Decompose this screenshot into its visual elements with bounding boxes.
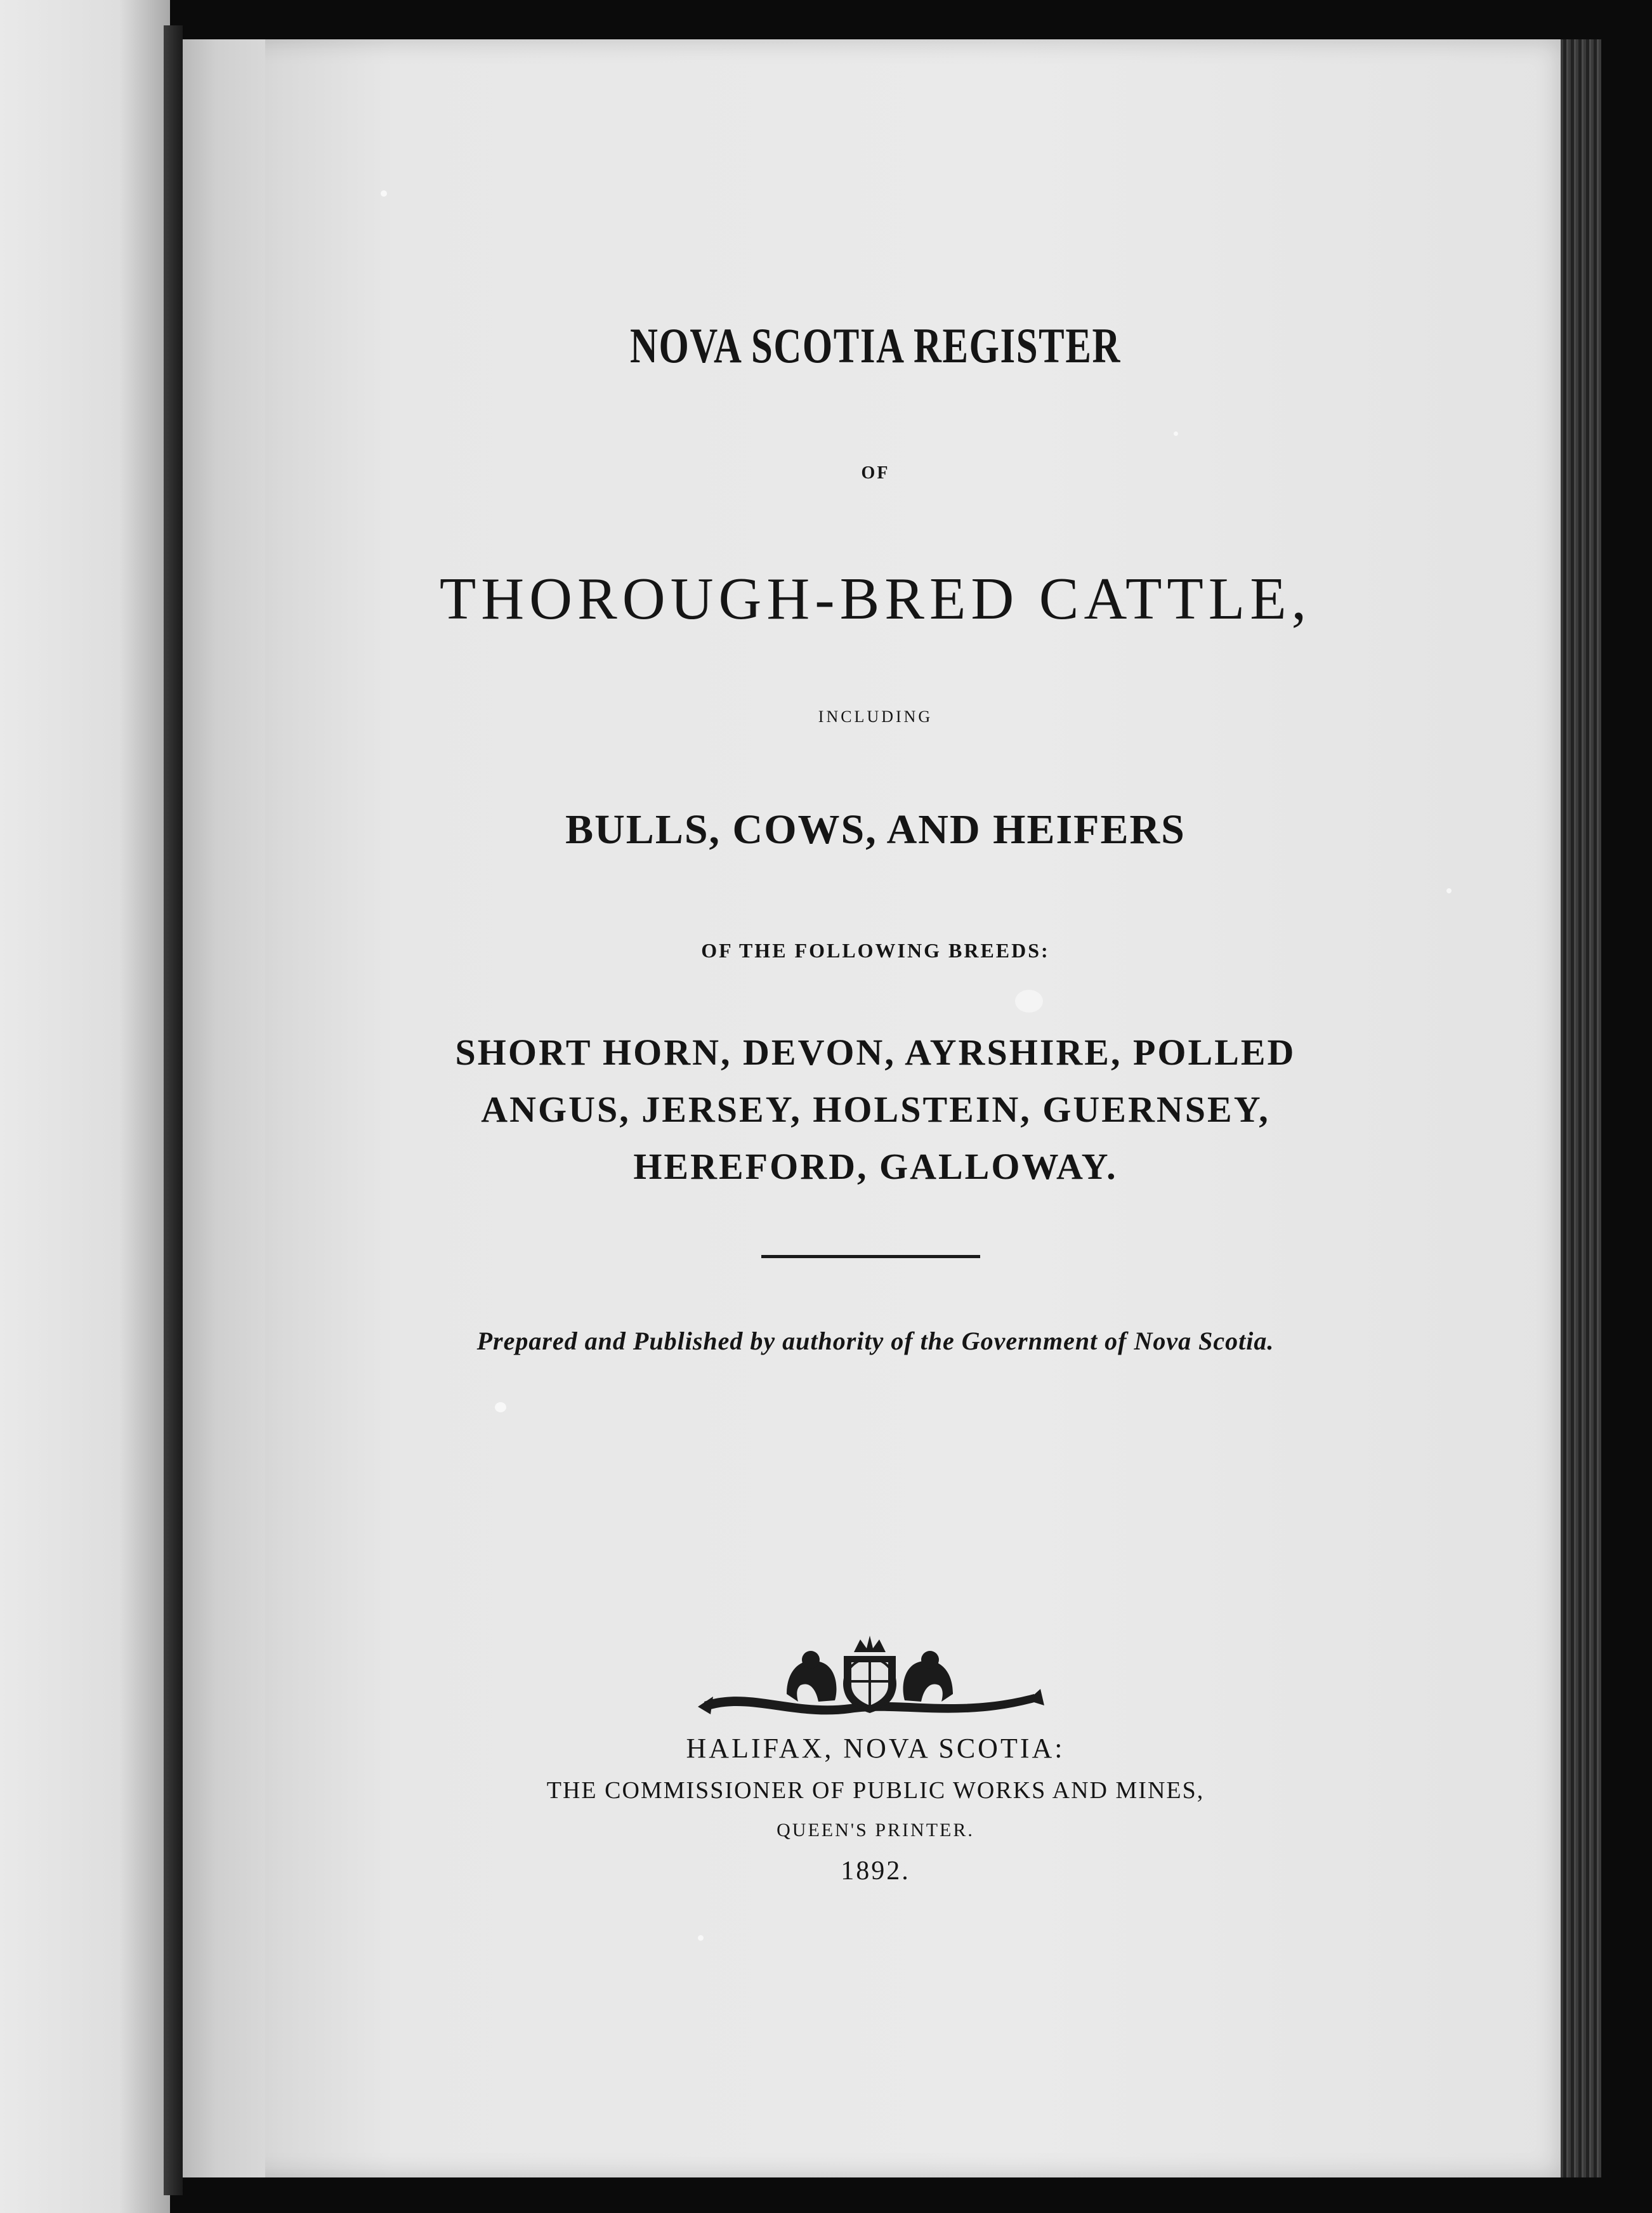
paper-speck <box>495 1402 506 1412</box>
paper-speck <box>1446 888 1452 893</box>
paper-speck <box>381 190 387 197</box>
facing-page-edge <box>164 25 183 2195</box>
imprint-printer: QUEEN'S PRINTER. <box>777 1820 974 1841</box>
title-line-2: THOROUGH-BRED CATTLE, <box>439 566 1312 632</box>
divider-rule <box>761 1255 980 1258</box>
page-stack-edge <box>1561 39 1601 2177</box>
breeds-line-2: ANGUS, JERSEY, HOLSTEIN, GUERNSEY, <box>481 1089 1270 1130</box>
royal-coat-of-arms-icon <box>692 1631 1047 1726</box>
paper-speck <box>1174 431 1178 436</box>
imprint-city: HALIFAX, NOVA SCOTIA: <box>686 1733 1065 1764</box>
breeds-line-3: HEREFORD, GALLOWAY. <box>633 1146 1118 1187</box>
prepared-line: Prepared and Published by authority of the Government of Nova Scotia. <box>476 1327 1275 1355</box>
breeds-intro: OF THE FOLLOWING BREEDS: <box>701 939 1050 962</box>
title-including: INCLUDING <box>818 707 933 726</box>
imprint-publisher: THE COMMISSIONER OF PUBLIC WORKS AND MINES, <box>546 1777 1205 1804</box>
breeds-line-1: SHORT HORN, DEVON, AYRSHIRE, POLLED <box>455 1032 1296 1073</box>
title-line-1: NOVA SCOTIA REGISTER <box>630 318 1121 373</box>
title-line-3: BULLS, COWS, AND HEIFERS <box>565 806 1186 853</box>
paper-speck <box>698 1935 704 1941</box>
paper-speck <box>1015 990 1043 1013</box>
imprint-year: 1892. <box>841 1856 910 1886</box>
facing-page <box>0 0 170 2213</box>
title-of: OF <box>861 463 890 483</box>
